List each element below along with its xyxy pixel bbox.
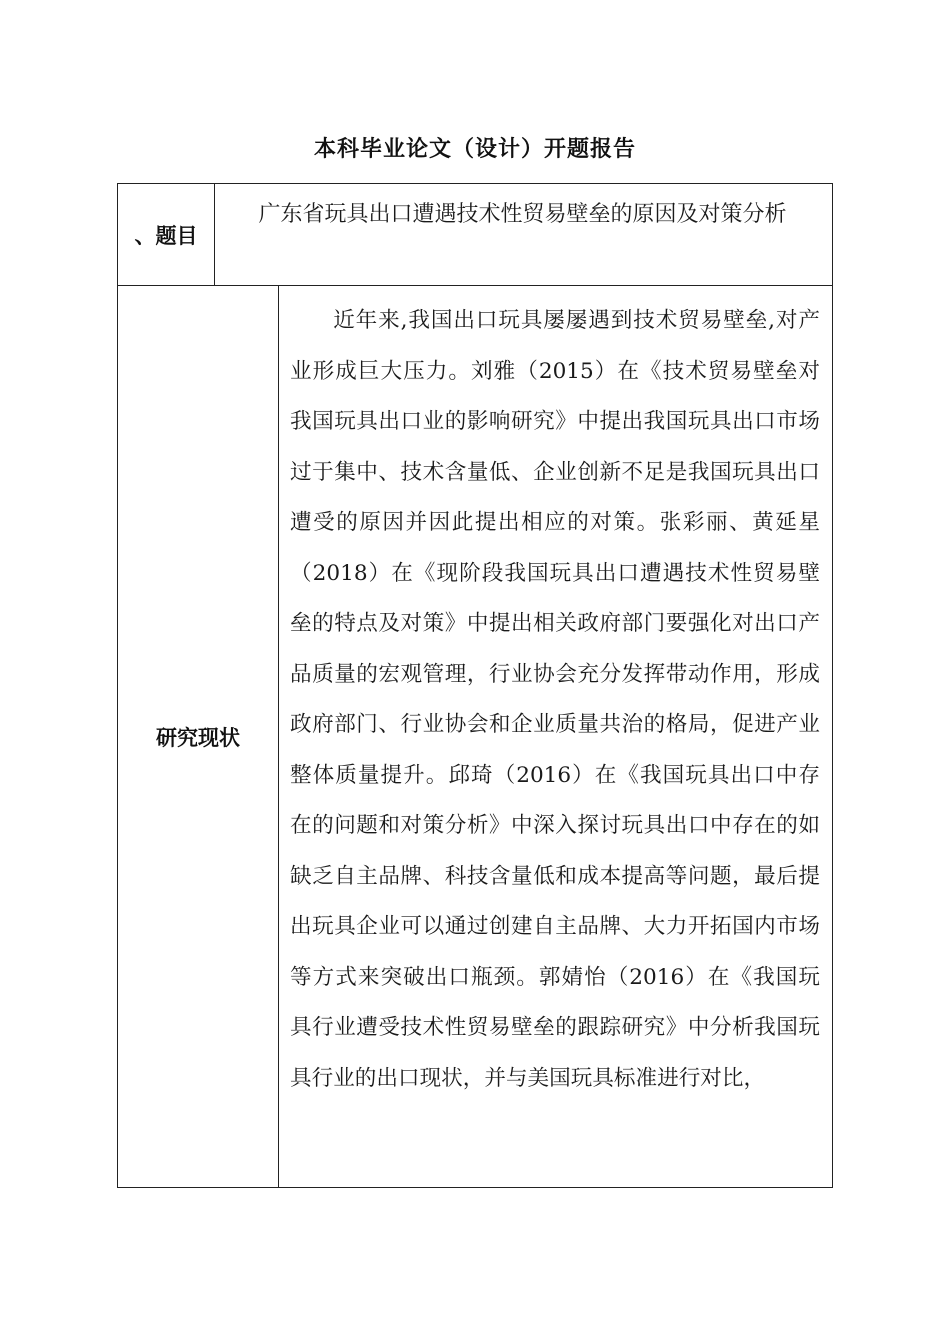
topic-row [117, 183, 833, 286]
topic-label: 、题目 [118, 184, 215, 285]
research-status-row [117, 285, 833, 1188]
research-status-text: 近年来,我国出口玩具屡屡遇到技术贸易壁垒,对产业形成巨大压力。刘雅（2015）在《技术贸易壁垒对我国玩具出口业的影响研究》中提出我国玩具出口市场过于集中、技术含量低、企业创新不足是我国玩具出口遭受的原因并因此提出相应的对策。张彩丽、黄延星（2018）在《现阶段我国玩具出口遭遇技术性贸易壁垒的特点及对策》中提出相关政府部门要强化对出口产品质量的宏观管理，行业协会充分发挥带动作用，形成政府部门、行业协会和企业质量共治的格局，促进产业整体质量提升。邱琦（2016）在《我国玩具出口中存在的问题和对策分析》中深入探讨玩具出口中存在的如缺乏自主品牌、科技含量低和成本提高等问题，最后提出玩具企业可以通过创建自主品牌、大力开拓国内市场等方式来突破出口瓶颈。郭婧怡（2016）在《我国玩具行业遭受技术性贸易壁垒的跟踪研究》中分析我国玩具行业的出口现状，并与美国玩具标准进行对比， [290, 308, 820, 1091]
topic-value: 广东省玩具出口遭遇技术性贸易壁垒的原因及对策分析 [258, 202, 787, 227]
research-status-label: 研究现状 [118, 286, 279, 1187]
page-title: 本科毕业论文（设计）开题报告 [313, 137, 636, 162]
